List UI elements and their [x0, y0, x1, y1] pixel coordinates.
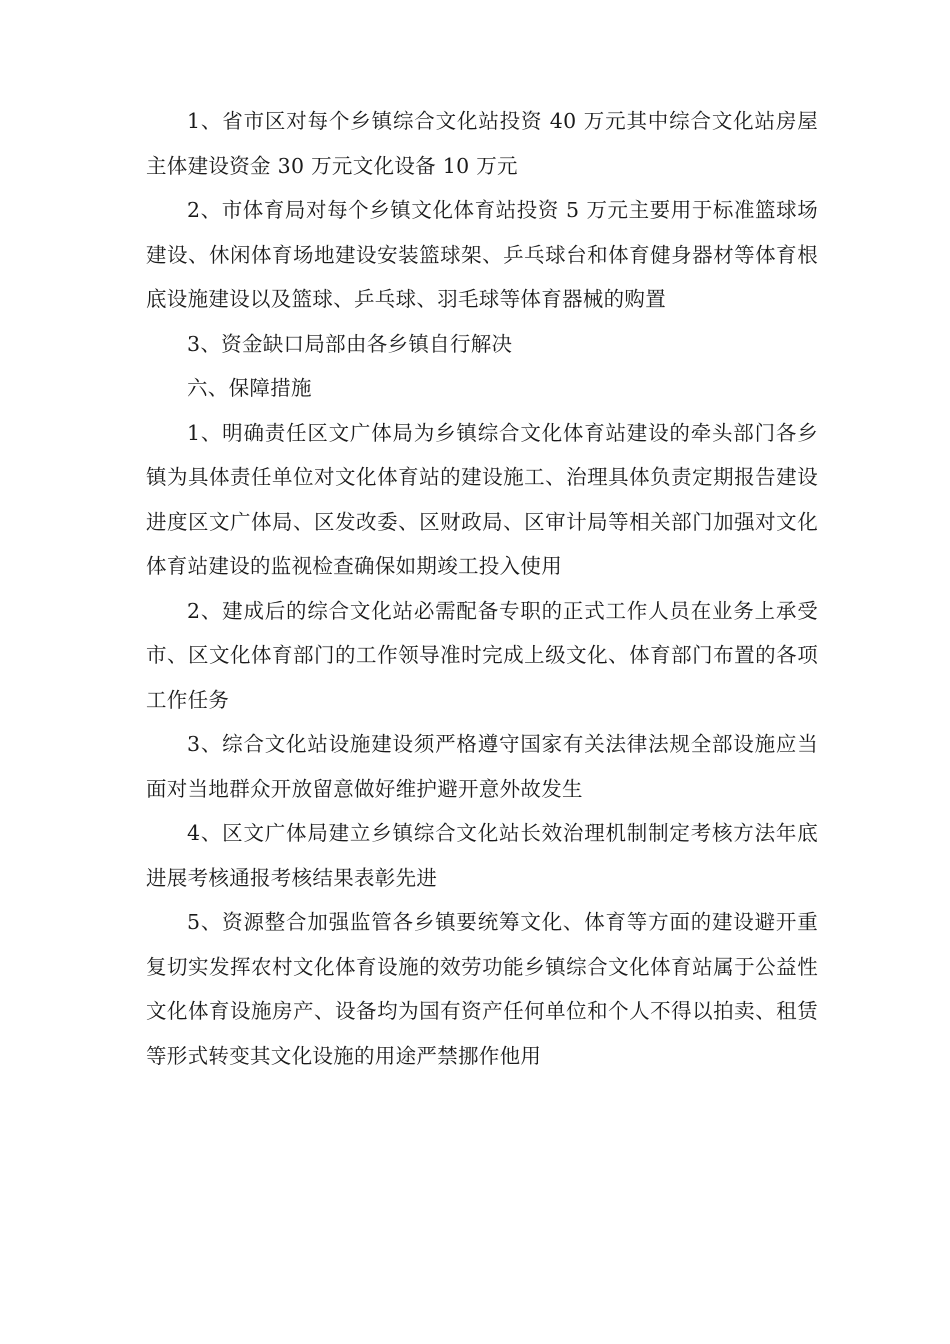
paragraph-funding-province: 1、省市区对每个乡镇综合文化站投资 40 万元其中综合文化站房屋主体建设资金 30 万元文化设备 10 万元	[146, 109, 818, 178]
paragraph-funding-gap: 3、资金缺口局部由各乡镇自行解决	[187, 331, 513, 356]
paragraph-funding-sports-bureau: 2、市体育局对每个乡镇文化体育站投资 5 万元主要用于标准篮球场建设、休闲体育场地建设安装篮球架、乒乓球台和体育健身器材等体育根底设施建设以及篮球、乒乓球、羽毛球等体育器械的购置	[146, 198, 818, 311]
document-body	[146, 99, 818, 1078]
paragraph-staffing: 2、建成后的综合文化站必需配备专职的正式工作人员在业务上承受市、区文化体育部门的工作领导准时完成上级文化、体育部门布置的各项工作任务	[146, 598, 818, 712]
paragraph-legal-compliance: 3、综合文化站设施建设须严格遵守国家有关法律法规全部设施应当面对当地群众开放留意做好维护避开意外故发生	[146, 732, 818, 801]
paragraph-responsibility: 1、明确责任区文广体局为乡镇综合文化体育站建设的牵头部门各乡镇为具体责任单位对文化体育站的建设施工、治理具体负责定期报告建设进度区文广体局、区发改委、区财政局、区审计局等相关部门加强对文化体育站建设的监视检查确保如期竣工投入使用	[146, 420, 818, 578]
paragraph-resource-integration: 5、资源整合加强监管各乡镇要统筹文化、体育等方面的建设避开重复切实发挥农村文化体育设施的效劳功能乡镇综合文化体育站属于公益性文化体育设施房产、设备均为国有资产任何单位和个人不得以拍卖、租赁等形式转变其文化设施的用途严禁挪作他用	[146, 910, 818, 1068]
section-heading-safeguards: 六、保障措施	[187, 376, 312, 400]
paragraph-evaluation: 4、区文广体局建立乡镇综合文化站长效治理机制制定考核方法年底进展考核通报考核结果表彰先进	[146, 821, 818, 890]
